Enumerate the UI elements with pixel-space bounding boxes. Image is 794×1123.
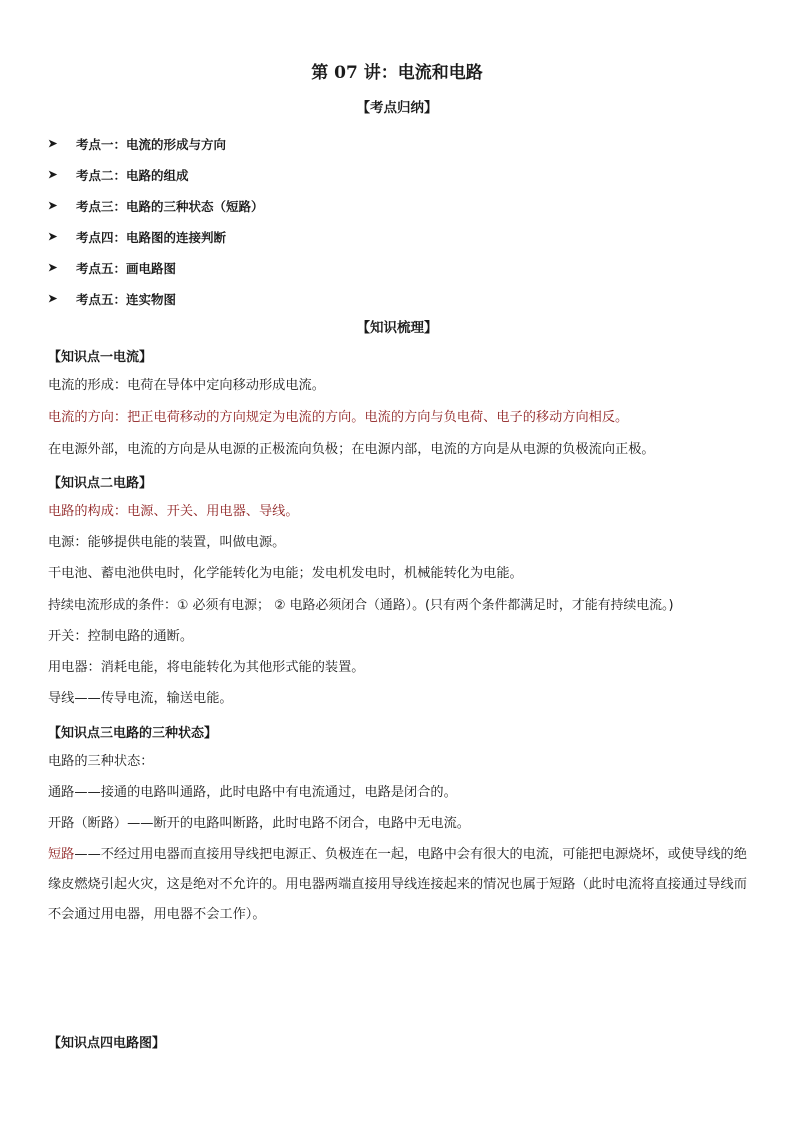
kp2-line: 持续电流形成的条件：① 必须有电源； ② 电路必须闭合（通路）。(只有两个条件都满足时，才能有持续电流。)	[48, 598, 674, 613]
kp1-line: 在电源外部，电流的方向是从电源的正极流向负极；在电源内部，电流的方向是从电源的负极流向正极。	[48, 442, 655, 457]
kp2-line: 干电池、蓄电池供电时，化学能转化为电能；发电机发电时，机械能转化为电能。	[48, 566, 523, 581]
kp3-line: 电路的三种状态：	[48, 754, 154, 769]
kp4-heading: 【知识点四电路图】	[48, 1036, 166, 1051]
kp1-heading: 【知识点一电流】	[48, 350, 153, 365]
list-item: ➤ 考点二：电路的组成	[48, 167, 189, 183]
list-item: ➤ 考点五：画电路图	[48, 260, 177, 276]
section-heading-zhishi: 【知识梳理】	[356, 320, 438, 336]
page-title: 第 07 讲：电流和电路	[311, 63, 483, 83]
kp2-line-highlight: 电路的构成：电源、开关、用电器、导线。	[48, 504, 299, 519]
kp1-line-highlight: 电流的方向：把正电荷移动的方向规定为电流的方向。电流的方向与负电荷、电子的移动方向相反。	[48, 410, 629, 425]
kp1-line: 电流的形成：电荷在导体中定向移动形成电流。	[48, 378, 325, 393]
arrow-bullet-icon: ➤	[48, 137, 58, 150]
kp2-line: 电源：能够提供电能的装置，叫做电源。	[48, 535, 286, 550]
kp3-line: 开路（断路）——断开的电路叫断路，此时电路不闭合，电路中无电流。	[48, 816, 470, 831]
short-circuit-label: 短路	[48, 847, 75, 862]
kp2-line: 导线——传导电流，输送电能。	[48, 691, 233, 706]
arrow-bullet-icon: ➤	[48, 168, 58, 181]
kp2-line: 开关：控制电路的通断。	[48, 629, 194, 644]
arrow-bullet-icon: ➤	[48, 292, 58, 305]
section-heading-kaodian: 【考点归纳】	[356, 100, 438, 116]
kp3-heading: 【知识点三电路的三种状态】	[48, 726, 218, 741]
short-circuit-text: ——不经过用电器而直接用导线把电源正、负极连在一起，电路中会有很大的电流，可能把电源烧坏，或使导线的绝缘皮燃烧引起火灾，这是绝对不允许的。用电器两端直接用导线连接起来的情况也属于短路（此时电流将直接通过导线而不会通过用电器，用电器不会工作）。	[48, 847, 747, 922]
kp3-line: 通路——接通的电路叫通路，此时电路中有电流通过，电路是闭合的。	[48, 785, 457, 800]
list-item: ➤ 考点四：电路图的连接判断	[48, 229, 227, 245]
kp3-short-circuit-paragraph	[48, 840, 760, 930]
arrow-bullet-icon: ➤	[48, 199, 58, 212]
list-item: ➤ 考点三：电路的三种状态（短路）	[48, 198, 264, 214]
arrow-bullet-icon: ➤	[48, 230, 58, 243]
list-item: ➤ 考点五：连实物图	[48, 291, 177, 307]
kp2-line: 用电器：消耗电能，将电能转化为其他形式能的装置。	[48, 660, 365, 675]
kaodian-list	[48, 128, 264, 314]
list-item: ➤ 考点一：电流的形成与方向	[48, 136, 227, 152]
arrow-bullet-icon: ➤	[48, 261, 58, 274]
kp2-heading: 【知识点二电路】	[48, 476, 153, 491]
